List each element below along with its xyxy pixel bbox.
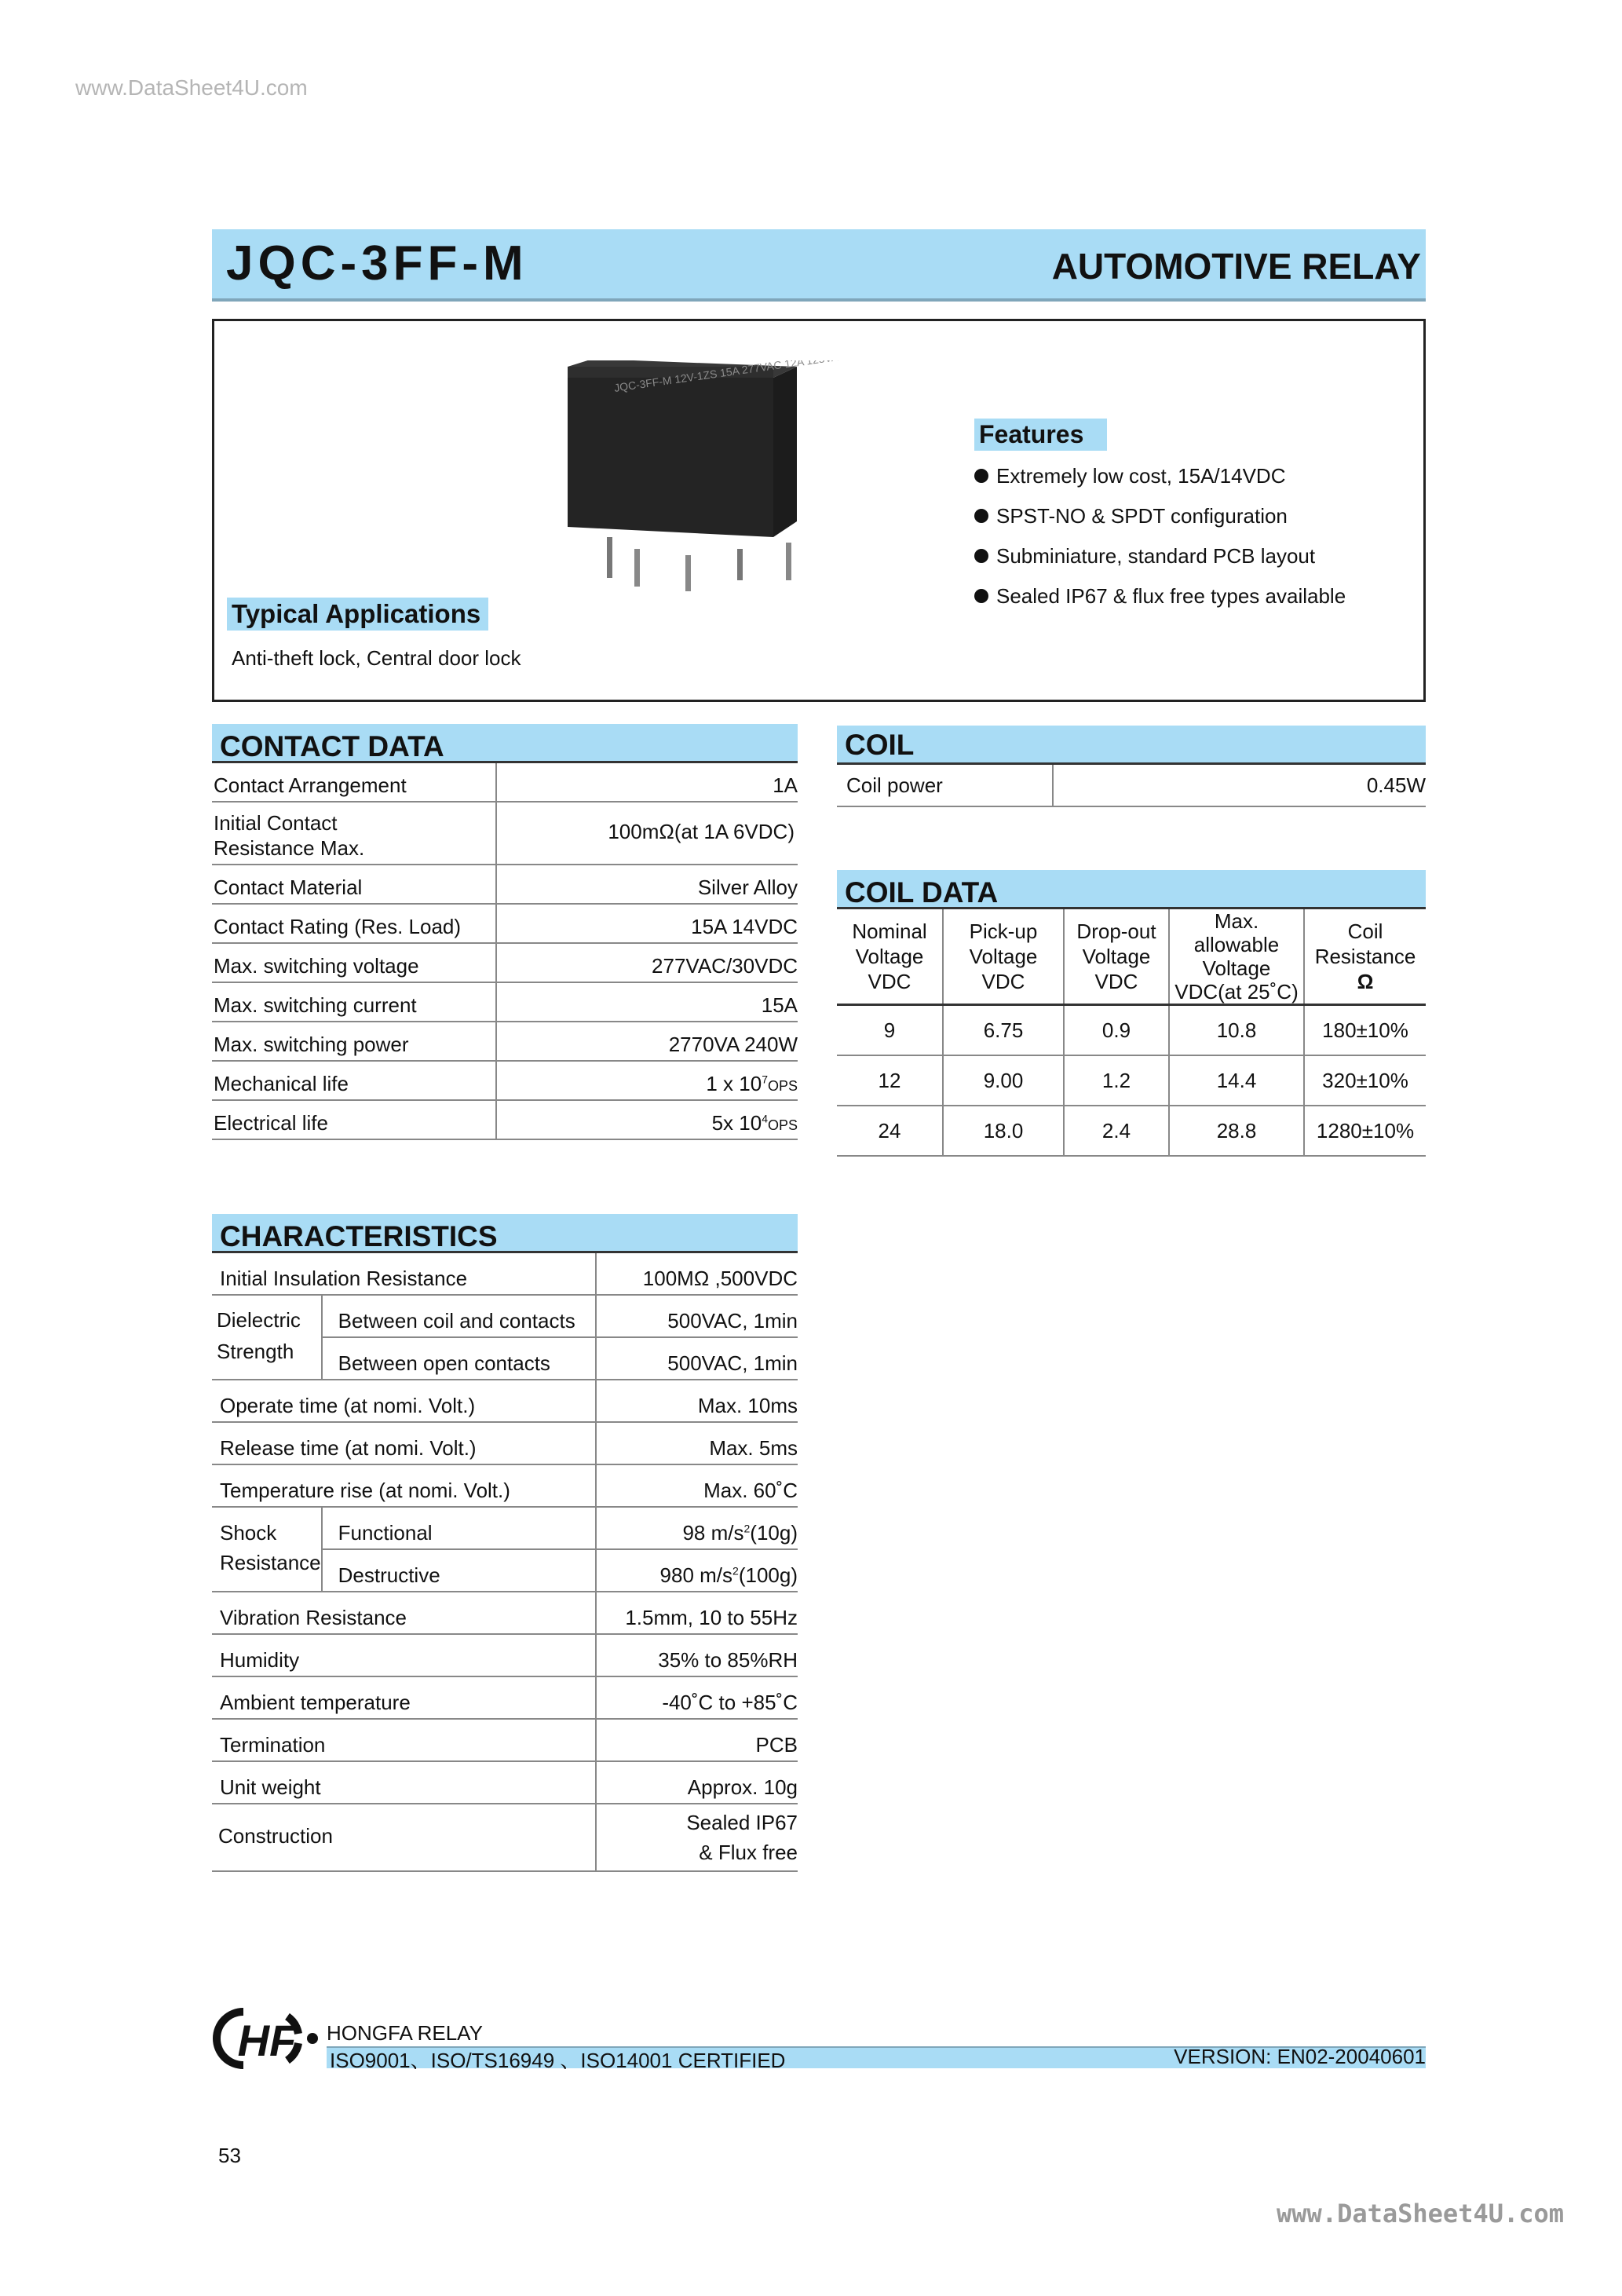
row-label: Termination bbox=[212, 1719, 596, 1761]
coil-title: COIL bbox=[837, 726, 1426, 765]
row-value: PCB bbox=[596, 1719, 798, 1761]
row-value: 15A bbox=[496, 982, 798, 1022]
bullet-icon bbox=[974, 549, 988, 563]
cell: 24 bbox=[837, 1106, 943, 1156]
title-banner bbox=[212, 229, 1426, 302]
applications-text: Anti-theft lock, Central door lock bbox=[232, 646, 521, 670]
feature-item: Extremely low cost, 15A/14VDC bbox=[974, 464, 1346, 504]
coil-data-title: COIL DATA bbox=[837, 870, 1426, 909]
table-row bbox=[837, 765, 1426, 806]
row-label: Operate time (at nomi. Volt.) bbox=[212, 1380, 596, 1422]
row-value: 1A bbox=[496, 763, 798, 802]
applications-title: Typical Applications bbox=[227, 598, 488, 631]
table-row bbox=[212, 865, 798, 904]
table-row bbox=[212, 763, 798, 802]
bullet-icon bbox=[974, 509, 988, 523]
table-row bbox=[212, 1761, 798, 1804]
row-label: Max. switching current bbox=[212, 982, 496, 1022]
header-resistance: Coil Resistance Ω bbox=[1304, 909, 1426, 1005]
cell: 18.0 bbox=[943, 1106, 1064, 1156]
row-label: Humidity bbox=[212, 1634, 596, 1676]
row-value: 277VAC/30VDC bbox=[496, 943, 798, 982]
row-value: Max. 60˚C bbox=[596, 1464, 798, 1507]
intro-box bbox=[212, 319, 1426, 702]
header-max-voltage: Max. allowable Voltage VDC(at 25˚C) bbox=[1169, 909, 1304, 1005]
table-header bbox=[837, 909, 1426, 1005]
row-label: Contact Arrangement bbox=[212, 763, 496, 802]
table-row bbox=[212, 1253, 798, 1295]
row-label: Contact Material bbox=[212, 865, 496, 904]
table-row bbox=[212, 1022, 798, 1061]
feature-item: Sealed IP67 & flux free types available bbox=[974, 584, 1346, 624]
shock-label: Shock Resistance bbox=[212, 1507, 322, 1592]
table-row bbox=[837, 1005, 1426, 1056]
header-pickup: Pick-up Voltage VDC bbox=[943, 909, 1064, 1005]
row-label: Unit weight bbox=[212, 1761, 596, 1804]
page-number: 53 bbox=[218, 2144, 241, 2167]
table-row bbox=[212, 1380, 798, 1422]
row-label: Construction bbox=[212, 1804, 596, 1871]
header-nominal: Nominal Voltage VDC bbox=[837, 909, 943, 1005]
table-row bbox=[212, 1100, 798, 1139]
row-value: 100mΩ(at 1A 6VDC) bbox=[496, 802, 798, 865]
cell: 1.2 bbox=[1064, 1055, 1169, 1106]
cell: 320±10% bbox=[1304, 1055, 1426, 1106]
row-value: 15A 14VDC bbox=[496, 904, 798, 943]
row-value: 2770VA 240W bbox=[496, 1022, 798, 1061]
row-label: Max. switching power bbox=[212, 1022, 496, 1061]
coil-data-table bbox=[837, 909, 1426, 1157]
row-label: Contact Rating (Res. Load) bbox=[212, 904, 496, 943]
features-list bbox=[974, 464, 1346, 624]
row-label: Electrical life bbox=[212, 1100, 496, 1139]
table-row bbox=[212, 904, 798, 943]
hongfa-logo bbox=[212, 2007, 322, 2070]
cell: 2.4 bbox=[1064, 1106, 1169, 1156]
row-label: Initial Insulation Resistance bbox=[212, 1253, 596, 1295]
table-row bbox=[212, 1507, 798, 1549]
row-value: 500VAC, 1min bbox=[596, 1295, 798, 1337]
table-row bbox=[212, 802, 798, 865]
row-label: Max. switching voltage bbox=[212, 943, 496, 982]
row-label: Release time (at nomi. Volt.) bbox=[212, 1422, 596, 1464]
relay-image bbox=[560, 360, 999, 596]
cell: 10.8 bbox=[1169, 1005, 1304, 1056]
version: VERSION: EN02-20040601 bbox=[1174, 2045, 1426, 2068]
cell: 0.9 bbox=[1064, 1005, 1169, 1056]
row-label: Ambient temperature bbox=[212, 1676, 596, 1719]
table-row bbox=[212, 1592, 798, 1634]
row-value: 35% to 85%RH bbox=[596, 1634, 798, 1676]
cell: 180±10% bbox=[1304, 1005, 1426, 1056]
dielectric-label: Dielectric Strength bbox=[212, 1295, 322, 1380]
row-label: Functional bbox=[322, 1507, 596, 1549]
table-row bbox=[212, 1676, 798, 1719]
row-value: Max. 5ms bbox=[596, 1422, 798, 1464]
row-value: 0.45W bbox=[1053, 765, 1426, 806]
table-row bbox=[212, 943, 798, 982]
row-value: 1 x $10^7OPS$ bbox=[496, 1061, 798, 1100]
row-value: 98 $m/s^2(10g)$ bbox=[596, 1507, 798, 1549]
row-label: Temperature rise (at nomi. Volt.) bbox=[212, 1464, 596, 1507]
certifications: ISO9001、ISO/TS16949 、ISO14001 CERTIFIED bbox=[330, 2049, 786, 2072]
table-row bbox=[837, 1106, 1426, 1156]
characteristics-table bbox=[212, 1253, 798, 1872]
product-subtitle: AUTOMOTIVE RELAY bbox=[1051, 246, 1421, 287]
row-value: 5x $10^4OPS$ bbox=[496, 1100, 798, 1139]
coil-table bbox=[837, 765, 1426, 807]
row-value: Silver Alloy bbox=[496, 865, 798, 904]
cell: 9.00 bbox=[943, 1055, 1064, 1106]
characteristics-section bbox=[212, 1214, 798, 1872]
feature-item: Subminiature, standard PCB layout bbox=[974, 544, 1346, 584]
row-value: 980 $m/s^2(100g)$ bbox=[596, 1549, 798, 1592]
row-value: Sealed IP67 & Flux free bbox=[596, 1804, 798, 1871]
row-value: Approx. 10g bbox=[596, 1761, 798, 1804]
row-label: Initial Contact Resistance Max. bbox=[212, 802, 496, 865]
svg-text:HF: HF bbox=[237, 2016, 297, 2065]
header-dropout: Drop-out Voltage VDC bbox=[1064, 909, 1169, 1005]
characteristics-title: CHARACTERISTICS bbox=[212, 1214, 798, 1253]
cell: 28.8 bbox=[1169, 1106, 1304, 1156]
table-row bbox=[212, 1422, 798, 1464]
table-row bbox=[212, 1464, 798, 1507]
row-value: Max. 10ms bbox=[596, 1380, 798, 1422]
bullet-icon bbox=[974, 469, 988, 483]
table-row bbox=[212, 982, 798, 1022]
row-value: 1.5mm, 10 to 55Hz bbox=[596, 1592, 798, 1634]
table-row bbox=[212, 1804, 798, 1871]
model-title: JQC-3FF-M bbox=[226, 236, 528, 291]
coil-data-section bbox=[837, 870, 1426, 1157]
contact-data-section bbox=[212, 724, 798, 1140]
cell: 1280±10% bbox=[1304, 1106, 1426, 1156]
contact-data-title: CONTACT DATA bbox=[212, 724, 798, 763]
relay-marking: JQC-3FF-M 12V-1ZS 15A 277VAC 12A bbox=[613, 360, 805, 394]
bullet-icon bbox=[974, 589, 988, 603]
row-label: Mechanical life bbox=[212, 1061, 496, 1100]
cell: 9 bbox=[837, 1005, 943, 1056]
table-row bbox=[212, 1719, 798, 1761]
feature-item: SPST-NO & SPDT configuration bbox=[974, 504, 1346, 544]
watermark-top: www.DataSheet4U.com bbox=[75, 75, 308, 100]
row-value: 500VAC, 1min bbox=[596, 1337, 798, 1380]
table-row bbox=[212, 1634, 798, 1676]
coil-section bbox=[837, 726, 1426, 807]
cell: 14.4 bbox=[1169, 1055, 1304, 1106]
row-label: Coil power bbox=[837, 765, 1053, 806]
row-label: Between open contacts bbox=[322, 1337, 596, 1380]
features-title: Features bbox=[974, 419, 1107, 451]
row-label: Vibration Resistance bbox=[212, 1592, 596, 1634]
cell: 12 bbox=[837, 1055, 943, 1106]
row-value: -40˚C to +85˚C bbox=[596, 1676, 798, 1719]
row-label: Between coil and contacts bbox=[322, 1295, 596, 1337]
watermark-bottom: www.DataSheet4U.com bbox=[1277, 2199, 1565, 2228]
table-row bbox=[837, 1055, 1426, 1106]
table-row bbox=[212, 1295, 798, 1337]
contact-data-table bbox=[212, 763, 798, 1140]
brand-name: HONGFA RELAY bbox=[327, 2021, 483, 2045]
cell: 6.75 bbox=[943, 1005, 1064, 1056]
row-label: Destructive bbox=[322, 1549, 596, 1592]
table-row bbox=[212, 1061, 798, 1100]
row-value: 100MΩ ,500VDC bbox=[596, 1253, 798, 1295]
